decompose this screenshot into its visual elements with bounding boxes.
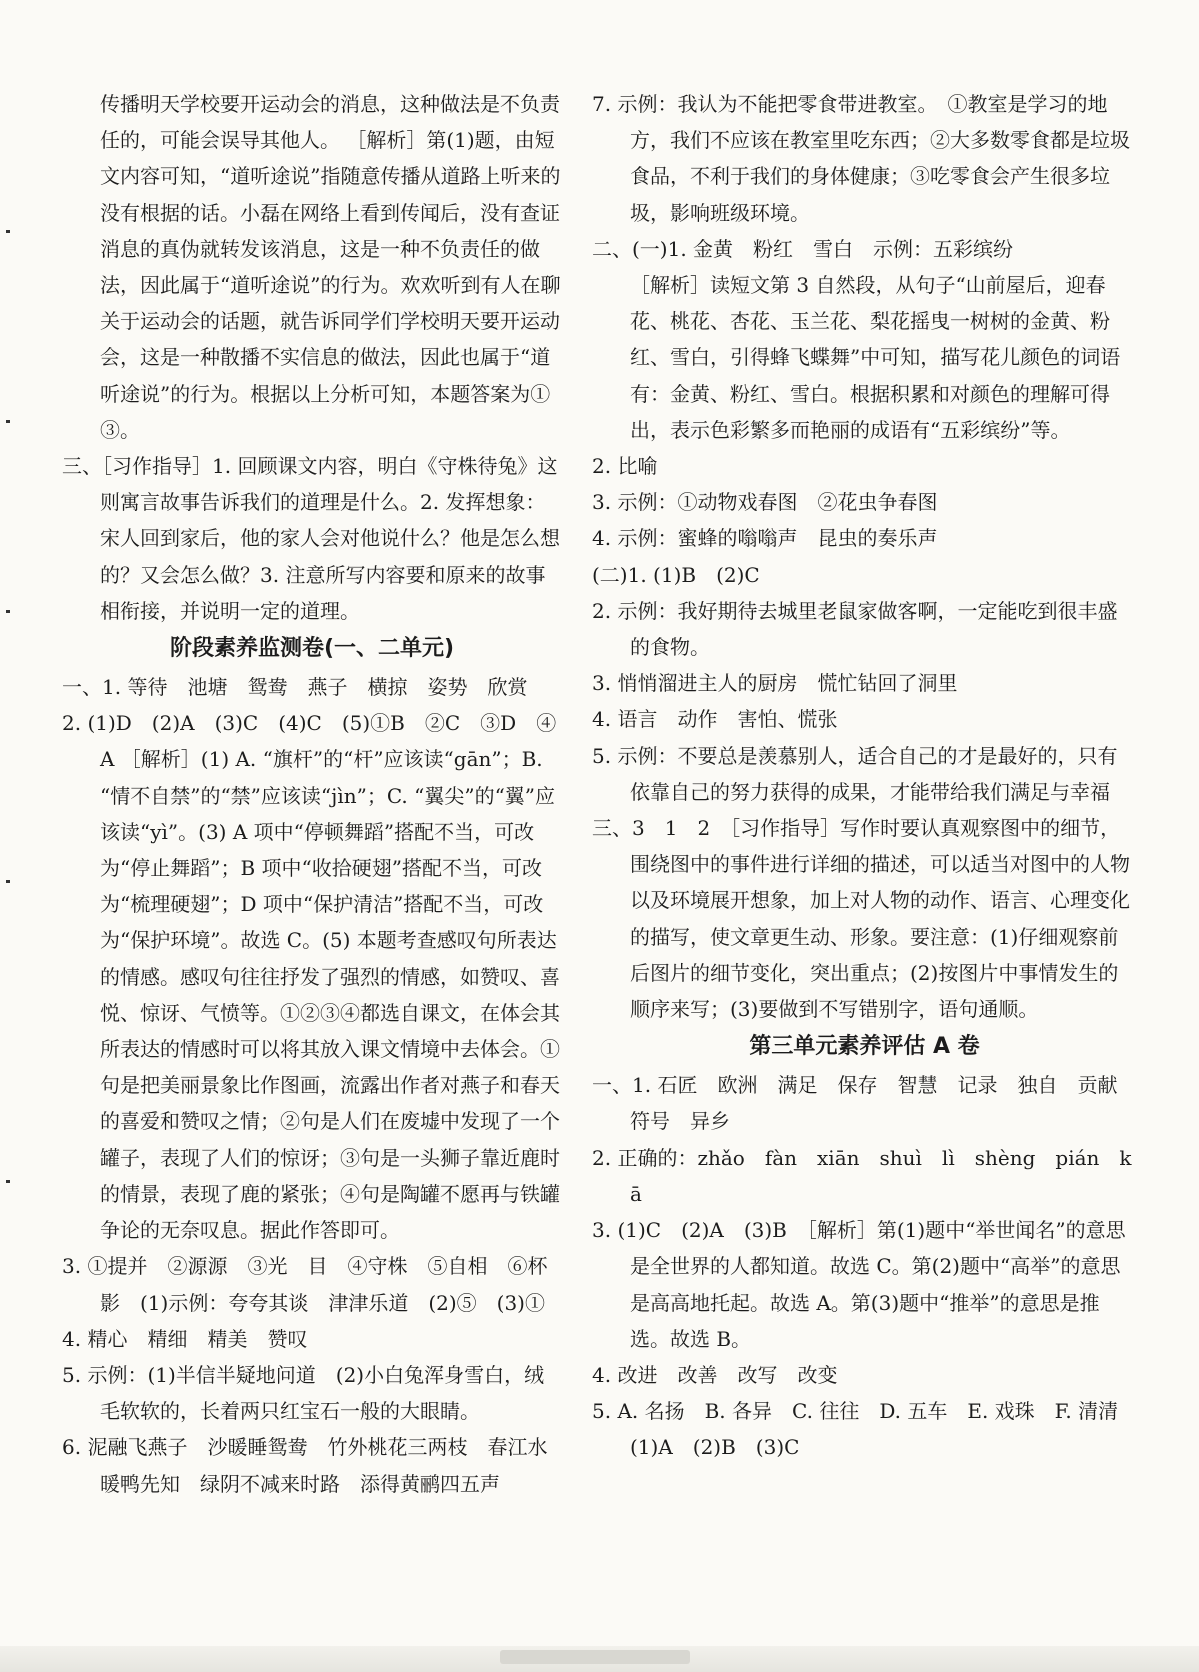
paragraph: 2. 正确的：zhǎo fàn xiān shuì lì shèng pián kā [592, 1145, 1132, 1206]
paragraph: 6. 泥融飞燕子 沙暖睡鸳鸯 竹外桃花三两枝 春江水暖鸭先知 绿阴不减来时路 添得黄鹂四五声 [62, 1435, 548, 1496]
paragraph: 二、(一)1. 金黄 粉红 雪白 示例：五彩缤纷 [592, 236, 1014, 261]
paragraph: 3. (1)C (2)A (3)B ［解析］第(1)题中“举世闻名”的意思是全世界的人都知道。故选 C。第(2)题中“高举”的意思是高高地托起。故选 A。第(3)题中“推举”的意思是推选。故选 B。 [592, 1218, 1126, 1351]
binding-tab [500, 1650, 690, 1664]
binding-mark [6, 230, 10, 233]
paragraph: 3. 示例：①动物戏春图 ②花虫争春图 [592, 490, 938, 515]
paragraph: 传播明天学校要开运动会的消息，这种做法是不负责任的，可能会误导其他人。 ［解析］第(1)题，由短文内容可知，“道听途说”指随意传播从道路上听来的没有根据的话。小磊在网络上看到传闻后，没有查证消息的真伪就转发该消息，这是一种不负责任的做法，因此属于“道听途说”的行为。欢欢听到有人在聊关于运动会的话题，就告诉同学们学校明天要开运动会，这是一种散播不实信息的做法，因此也属于“道听途说”的行为。根据以上分析可知，本题答案为①③。 [100, 92, 561, 442]
paragraph: 2. 比喻 [592, 454, 658, 479]
section-heading: 阶段素养监测卷(一、二单元) [169, 636, 455, 662]
paragraph: 3. 悄悄溜进主人的厨房 慌忙钻回了洞里 [592, 671, 958, 696]
paragraph: 三、3 1 2 ［习作指导］写作时要认真观察图中的细节，围绕图中的事件进行详细的描述，可以适当对图中的人物以及环境展开想象，加上对人物的动作、语言、心理变化的描写，使文章更生动、形象。要注意：(1)仔细观察前后图片的细节变化，突出重点；(2)按图片中事情发生的顺序来写；(3)要做到不写错别字，语句通顺。 [592, 816, 1130, 1022]
paragraph: 2. 示例：我好期待去城里老鼠家做客啊，一定能吃到很丰盛的食物。 [592, 598, 1118, 660]
paragraph: 3. ①提并 ②源源 ③光 目 ④守株 ⑤自相 ⑥杯 影 (1)示例：夸夸其谈 津津乐道 (2)⑤ (3)① [62, 1254, 568, 1315]
paragraph: 一、1. 石匠 欧洲 满足 保存 智慧 记录 独自 贡献 符号 异乡 [592, 1073, 1138, 1134]
paragraph: 2. (1)D (2)A (3)C (4)C (5)①B ②C ③D ④A ［解析］(1) A. “旗杆”的“杆”应该读“gān”；B. “情不自禁”的“禁”应该读“jìn”；C. “翼尖”的“翼”应该读“yì”。(3) A 项中“停顿舞蹈”搭配不当，可改为“停止舞蹈”；B 项中“收拾硬翅”搭配不当，可改为“梳理硬翅”；D 项中“保护清洁”搭配不当，可改为“保护环境”。故选 C。(5) 本题考查感叹句所表达的情感。感叹句往往抒发了强烈的情感，如赞叹、喜悦、惊讶、气愤等。①②③④都选自课文，在体会其所表达的情感时可以将其放入课文情境中去体会。①句是把美丽景象比作图画，流露出作者对燕子和春天的喜爱和赞叹之情；②句是人们在废墟中发现了一个罐子，表现了人们的惊讶；③句是一头狮子靠近鹿时的情景，表现了鹿的紧张；④句是陶罐不愿再与铁罐争论的无奈叹息。据此作答即可。 [62, 711, 560, 1243]
binding-mark [6, 420, 10, 423]
paragraph: 5. A. 名扬 B. 各异 C. 往往 D. 五车 E. 戏珠 F. 清清 (1)A (2)B (3)C [592, 1399, 1139, 1460]
paragraph: 三、［习作指导］1. 回顾课文内容，明白《守株待兔》这则寓言故事告诉我们的道理是什么。2. 发挥想象：宋人回到家后，他的家人会对他说什么？他是怎么想的？又会怎么做？3. 注意所写内容要和原来的故事相衔接，并说明一定的道理。 [62, 454, 560, 623]
paragraph: ［解析］读短文第 3 自然段，从句子“山前屋后，迎春花、桃花、杏花、玉兰花、梨花摇曳一树树的金黄、粉红、雪白，引得蜂飞蝶舞”中可知，描写花儿颜色的词语有：金黄、粉红、雪白。根据积累和对颜色的理解可得出，表示色彩繁多而艳丽的成语有“五彩缤纷”等。 [630, 273, 1121, 442]
paragraph: 4. 语言 动作 害怕、慌张 [592, 707, 838, 732]
paragraph: 4. 改进 改善 改写 改变 [592, 1362, 838, 1387]
left-column [62, 86, 568, 1502]
binding-mark [6, 610, 10, 613]
section-heading: 第三单元素养评估 A 卷 [749, 1034, 980, 1060]
paragraph: 一、1. 等待 池塘 鸳鸯 燕子 横掠 姿势 欣赏 [62, 675, 528, 700]
paragraph: 7. 示例：我认为不能把零食带进教室。 ①教室是学习的地方，我们不应该在教室里吃东西；②大多数零食都是垃圾食品，不利于我们的身体健康；③吃零食会产生很多垃圾，影响班级环境。 [592, 92, 1130, 225]
paragraph: 5. 示例：不要总是羡慕别人，适合自己的才是最好的，只有依靠自己的努力获得的成果，才能带给我们满足与幸福 [592, 743, 1118, 804]
binding-mark [6, 1180, 10, 1183]
paragraph: 4. 精心 精细 精美 赞叹 [62, 1326, 308, 1351]
right-column [592, 86, 1137, 1466]
paragraph: 4. 示例：蜜蜂的嗡嗡声 昆虫的奏乐声 [592, 526, 938, 551]
paragraph: (二)1. (1)B (2)C [592, 562, 760, 587]
binding-mark [6, 880, 10, 883]
paragraph: 5. 示例：(1)半信半疑地问道 (2)小白兔浑身雪白，绒毛软软的，长着两只红宝石一般的大眼睛。 [62, 1362, 545, 1424]
